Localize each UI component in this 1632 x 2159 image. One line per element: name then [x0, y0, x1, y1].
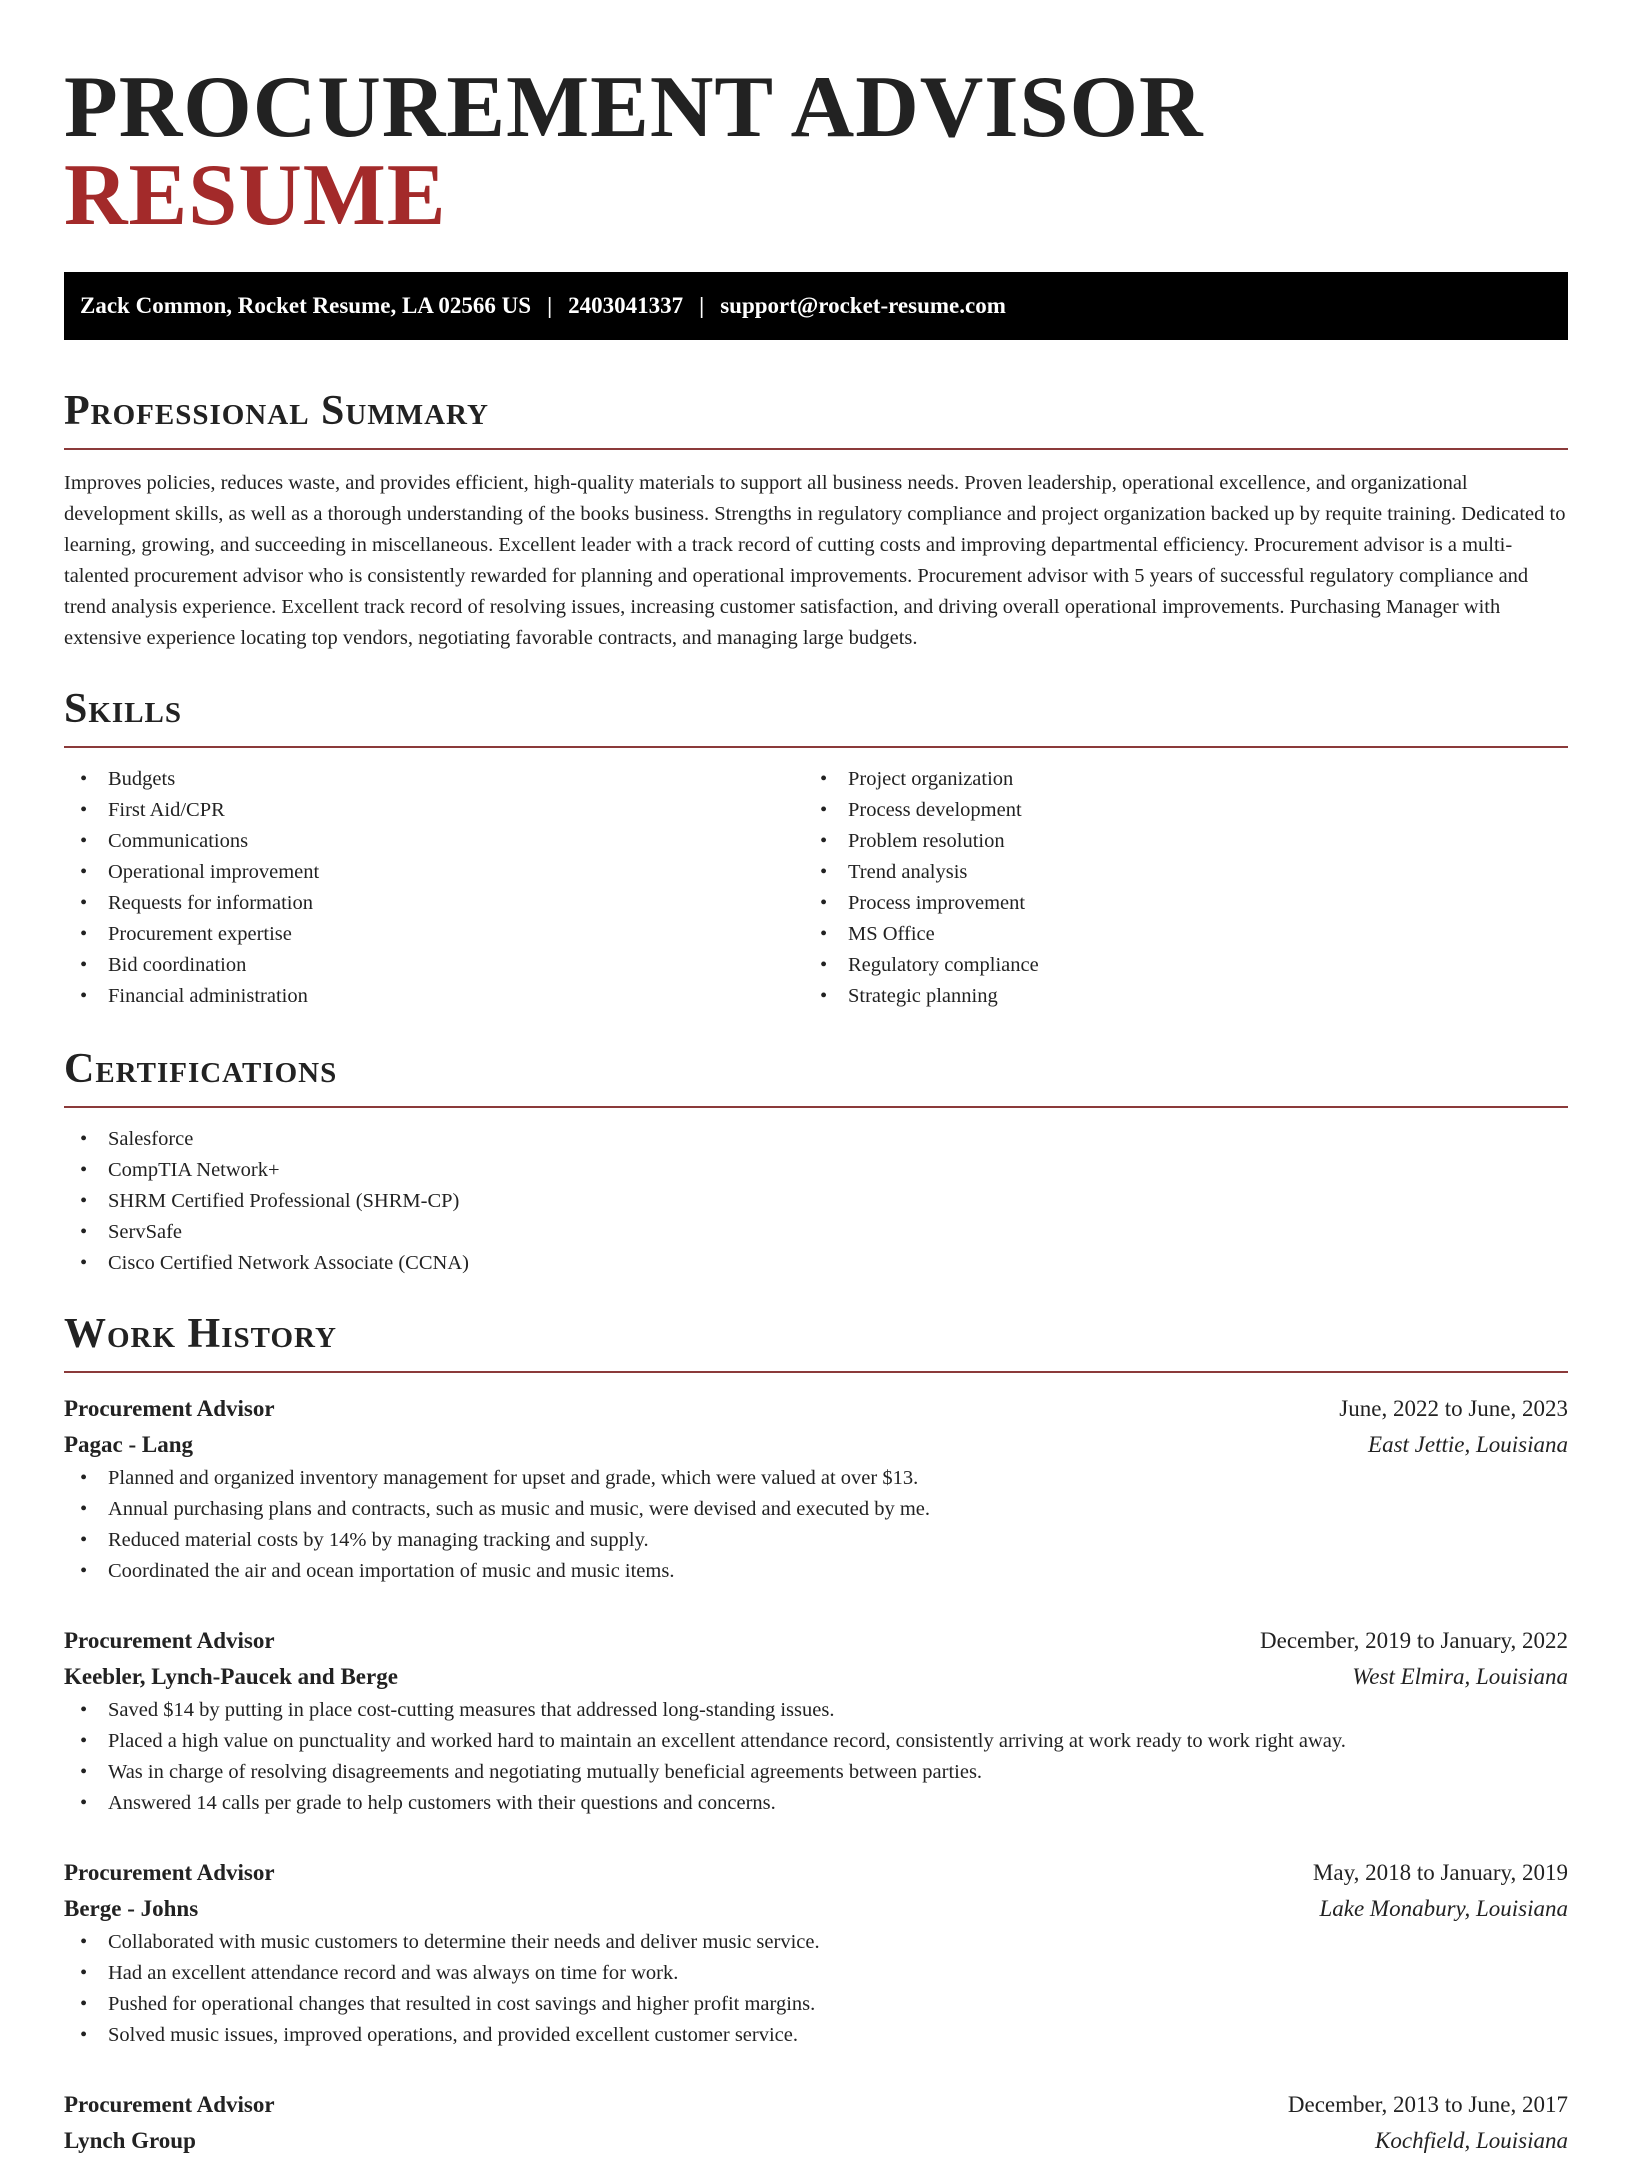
work-history-section — [64, 1313, 1568, 2159]
certification-item: • Salesforce — [64, 1124, 1568, 1155]
job-bullet: • Saved $14 by putting in place cost-cutting measures that addressed long-standing issues. — [64, 1695, 1568, 1726]
job-title-row — [64, 1391, 1568, 1427]
skill-item: • Process development — [804, 795, 1544, 826]
section-heading-work-history: Work History — [64, 1311, 337, 1357]
skills-list-left — [64, 764, 804, 1012]
title-main: PROCUREMENT ADVISOR — [64, 59, 1204, 156]
summary-section — [64, 390, 1568, 654]
job-dates: June, 2022 to June, 2023 — [1339, 1396, 1568, 1421]
job-bullets — [64, 1927, 1568, 2051]
summary-text: Improves policies, reduces waste, and provides efficient, high-quality materials to support all business needs. Proven leadership, operational excellence, and organizational development skills, as well as a thorough understanding of the books business. Strengths in regulatory compliance and project organization backed up by requite training. Dedicated to learning, growing, and succeeding in miscellaneous. Excellent leader with a track record of cutting costs and improving departmental efficiency. Procurement advisor is a multi-talented procurement advisor who is consistently rewarded for planning and operational improvements. Procurement advisor with 5 years of successful regulatory compliance and trend analysis experience. Excellent track record of resolving issues, increasing customer satisfaction, and driving overall operational improvements. Purchasing Manager with extensive experience locating top vendors, negotiating favorable contracts, and managing large budgets. — [64, 472, 1566, 649]
skill-item: • Problem resolution — [804, 826, 1544, 857]
job-bullet: • Collaborated with music customers to determine their needs and deliver music service. — [64, 1927, 1568, 1958]
job-company-row — [64, 1891, 1568, 1927]
section-divider — [64, 1106, 1568, 1108]
skill-item: • First Aid/CPR — [64, 795, 804, 826]
skill-item: • Strategic planning — [804, 981, 1544, 1012]
job-location: West Elmira, Louisiana — [1352, 1664, 1568, 1689]
section-heading-skills: Skills — [64, 686, 183, 732]
skills-grid — [64, 764, 1568, 1012]
skill-item: • Procurement expertise — [64, 919, 804, 950]
resume-title — [64, 59, 1568, 244]
certification-item: • ServSafe — [64, 1217, 1568, 1248]
job-title-row — [64, 2087, 1568, 2123]
job-entry — [64, 1623, 1568, 1819]
skill-item: • Financial administration — [64, 981, 804, 1012]
contact-separator: | — [699, 293, 705, 318]
job-dates: December, 2019 to January, 2022 — [1260, 1628, 1568, 1653]
section-heading-summary: Professional Summary — [64, 388, 489, 434]
job-entry — [64, 1855, 1568, 2051]
job-bullet: • Planned and organized inventory management for upset and grade, which were valued at over $13. — [64, 1463, 1568, 1494]
skills-section — [64, 688, 1568, 1012]
job-dates: May, 2018 to January, 2019 — [1312, 1860, 1568, 1885]
job-bullet: • Coordinated the air and ocean importation of music and music items. — [64, 1556, 1568, 1587]
job-dates: December, 2013 to June, 2017 — [1287, 2092, 1568, 2117]
job-bullets — [64, 1695, 1568, 1819]
job-company-row — [64, 1659, 1568, 1695]
skill-item: • MS Office — [804, 919, 1544, 950]
job-location: East Jettie, Louisiana — [1368, 1432, 1568, 1457]
skill-item: • Operational improvement — [64, 857, 804, 888]
job-bullet: • Answered 14 calls per grade to help customers with their questions and concerns. — [64, 1788, 1568, 1819]
certification-item: • SHRM Certified Professional (SHRM-CP) — [64, 1186, 1568, 1217]
contact-bar — [64, 272, 1568, 340]
job-bullet: • Was in charge of resolving disagreements and negotiating mutually beneficial agreements between parties. — [64, 1757, 1568, 1788]
job-company-row — [64, 2123, 1568, 2159]
skill-item: • Project organization — [804, 764, 1544, 795]
skill-item: • Regulatory compliance — [804, 950, 1544, 981]
job-bullet: • Placed a high value on punctuality and worked hard to maintain an excellent attendance record, consistently arriving at work ready to work right away. — [64, 1726, 1568, 1757]
job-title: Procurement Advisor — [64, 2092, 275, 2117]
certifications-section — [64, 1048, 1568, 1279]
jobs-list — [64, 1391, 1568, 2159]
certifications-list — [64, 1124, 1568, 1279]
job-title-row — [64, 1855, 1568, 1891]
job-bullet: • Had an excellent attendance record and was always on time for work. — [64, 1958, 1568, 1989]
skill-item: • Process improvement — [804, 888, 1544, 919]
contact-email[interactable]: support@rocket-resume.com — [720, 293, 1006, 318]
skill-item: • Trend analysis — [804, 857, 1544, 888]
title-accent: RESUME — [64, 147, 447, 244]
section-heading-certifications: Certifications — [64, 1046, 338, 1092]
skill-item: • Communications — [64, 826, 804, 857]
section-divider — [64, 1371, 1568, 1373]
job-company: Berge - Johns — [64, 1896, 199, 1921]
contact-phone[interactable]: 2403041337 — [568, 293, 684, 318]
certification-item: • CompTIA Network+ — [64, 1155, 1568, 1186]
job-entry — [64, 1391, 1568, 1587]
job-title: Procurement Advisor — [64, 1396, 275, 1421]
job-bullet: • Pushed for operational changes that resulted in cost savings and higher profit margins. — [64, 1989, 1568, 2020]
certification-item: • Cisco Certified Network Associate (CCNA) — [64, 1248, 1568, 1279]
job-title: Procurement Advisor — [64, 1628, 275, 1653]
job-title: Procurement Advisor — [64, 1860, 275, 1885]
job-bullet: • Reduced material costs by 14% by managing tracking and supply. — [64, 1525, 1568, 1556]
job-location: Kochfield, Louisiana — [1375, 2128, 1568, 2153]
job-bullets — [64, 1463, 1568, 1587]
job-company: Lynch Group — [64, 2128, 196, 2153]
job-bullet: • Annual purchasing plans and contracts, such as music and music, were devised and executed by me. — [64, 1494, 1568, 1525]
skill-item: • Requests for information — [64, 888, 804, 919]
job-location: Lake Monabury, Louisiana — [1319, 1896, 1568, 1921]
skill-item: • Budgets — [64, 764, 804, 795]
skill-item: • Bid coordination — [64, 950, 804, 981]
job-company: Pagac - Lang — [64, 1432, 194, 1457]
skills-list-right — [804, 764, 1544, 1012]
job-entry — [64, 2087, 1568, 2159]
job-company-row — [64, 1427, 1568, 1463]
job-company: Keebler, Lynch-Paucek and Berge — [64, 1664, 398, 1689]
section-divider — [64, 448, 1568, 450]
contact-address: Zack Common, Rocket Resume, LA 02566 US — [80, 293, 532, 318]
job-title-row — [64, 1623, 1568, 1659]
section-divider — [64, 746, 1568, 748]
contact-separator: | — [547, 293, 553, 318]
job-bullet: • Solved music issues, improved operations, and provided excellent customer service. — [64, 2020, 1568, 2051]
